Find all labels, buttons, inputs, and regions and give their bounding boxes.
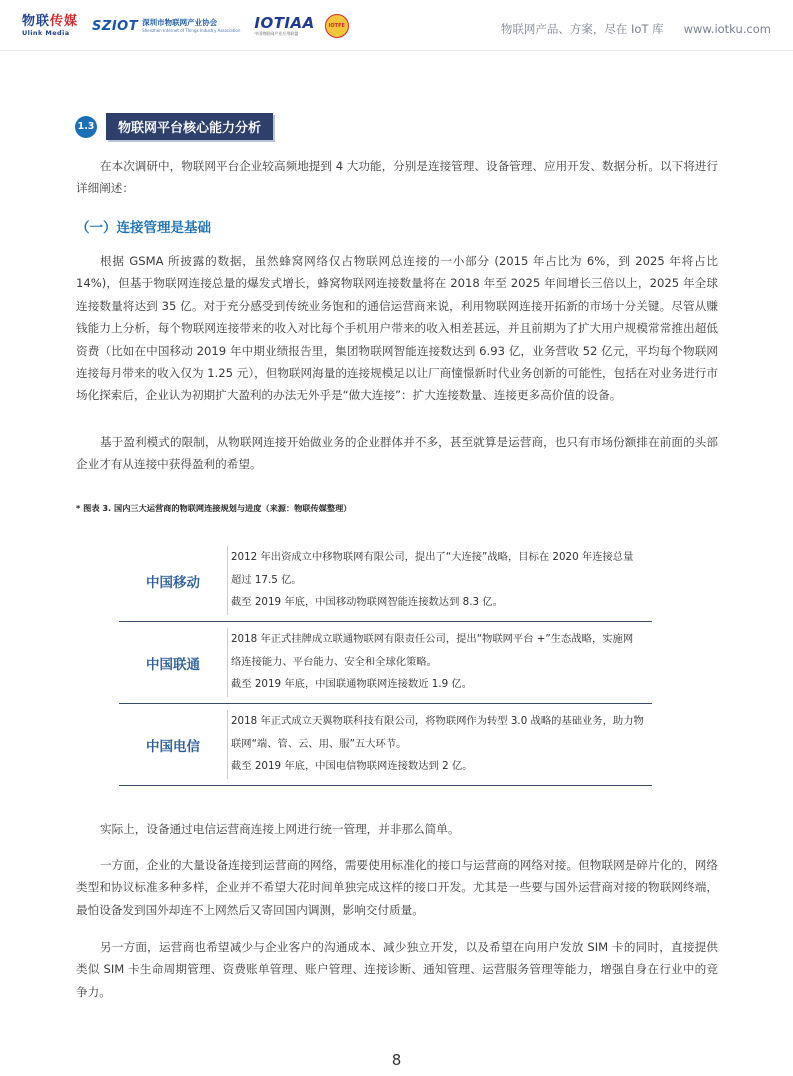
description-line: 截至 2019 年底，中国移动物联网智能连接数达到 8.3 亿。 <box>231 596 503 608</box>
body-paragraph-5: 另一方面，运营商也希望减少与企业客户的沟通成本、减少独立开发，以及希望在向用户发放 SIM 卡的同时，直接提供类似 SIM 卡生命周期管理、资费账单管理、账户管理、连接诊断、通知管理、运营服务管理等能力，增强自身在行业中的竞争力。 <box>76 940 718 999</box>
description-line: 2018 年正式成立天翼物联科技有限公司，将物联网作为转型 3.0 战略的基础业务，助力物 <box>231 715 644 727</box>
subsection-title: （一）连接管理是基础 <box>76 220 211 236</box>
section-number-badge: 1.3 <box>75 116 97 138</box>
iotiaa-logo-sub: 中国物联网产业应用联盟 <box>254 31 299 36</box>
section-title: 物联网平台核心能力分析 <box>106 113 273 140</box>
table-row <box>119 704 652 786</box>
iotiaa-logo-mark: IOTIAA <box>254 14 315 32</box>
page-number: 8 <box>391 1051 402 1069</box>
iotiaa-logo <box>254 16 314 36</box>
operator-description <box>227 710 656 778</box>
operator-name: 中国电信 <box>146 738 200 755</box>
page-header <box>0 0 793 52</box>
sziot-logo-en: Shenzhen Internet of Things Industry Association <box>142 27 241 33</box>
operator-name: 中国联通 <box>146 656 200 673</box>
description-line: 截至 2019 年底，中国联通物联网连接数近 1.9 亿。 <box>231 678 473 690</box>
partner-logos <box>22 12 349 40</box>
sziot-logo <box>92 19 240 34</box>
intro-paragraph: 在本次调研中，物联网平台企业较高频地提到 4 大功能，分别是连接管理、设备管理、应用开发、数据分析。以下将进行详细阐述： <box>76 159 718 196</box>
header-tagline <box>501 21 771 37</box>
ulink-logo-text-b: 传媒 <box>50 14 79 30</box>
header-website-link[interactable]: www.iotku.com <box>683 22 771 36</box>
body-paragraph-4: 一方面，企业的大量设备连接到运营商的网络，需要使用标准化的接口与运营商的网络对接。但物联网是碎片化的，网络类型和协议标准多种多样，企业并不希望大花时间单独完成这样的接口开发。尤其是一些要与国外运营商对接的物联网终端，最怕设备发到国外却连不上网然后又寄回国内调测，影响交付质量。 <box>76 858 718 917</box>
table-row <box>119 540 652 622</box>
figure-caption: * 图表 3. 国内三大运营商的物联网连接规划与进度（来源：物联传媒整理） <box>76 503 352 513</box>
section-heading <box>75 113 273 140</box>
body-paragraph-2: 基于盈利模式的限制，从物联网连接开始做业务的企业群体并不多，甚至就算是运营商，也只有市场份额排在前面的头部企业才有从连接中获得盈利的希望。 <box>76 435 718 472</box>
ulink-media-logo <box>22 15 78 37</box>
iotfe-logo <box>325 14 349 38</box>
table-row <box>119 622 652 704</box>
iotfe-logo-text: IOTFE <box>328 23 345 29</box>
body-paragraph-1: 根据 GSMA 所披露的数据，虽然蜂窝网络仅占物联网总连接的一小部分 (2015 年占比为 6%，到 2025 年将占比 14%)，但基于物联网连接总量的爆发式增长，蜂窝物联网连接数量将在 2018 年至 2025 年间增长三倍以上，2025 年全球连接数量将达到 35 亿。对于充分感受到传统业务饱和的通信运营商来说，利用物联网连接开拓新的市场十分关键。尽管从赚钱能力上分析，每个物联网连接带来的收入对比每个手机用户带来的收入相差甚远，并且前期为了扩大用户规模常常推出超低资费（比如在中国移动 2019 年中期业绩报告里，集团物联网智能连接数达到 6.93 亿，业务营收 52 亿元，平均每个物联网连接每月带来的收入仅为 1.25 元），但物联网海量的连接规模足以让厂商憧憬新时代业务创新的可能性，包括在对业务进行市场化探索后，企业认为初期扩大盈利的办法无外乎是“做大连接”：扩大连接数量、连接更多高价值的设备。 <box>76 254 718 403</box>
description-line: 2018 年正式挂牌成立联通物联网有限责任公司，提出“物联网平台 +”生态战略，实施网 <box>231 633 634 645</box>
body-paragraph-3: 实际上，设备通过电信运营商连接上网进行统一管理，并非那么简单。 <box>100 822 460 836</box>
description-line: 联网“端、管、云、用、服”五大环节。 <box>231 737 407 750</box>
sziot-logo-zh: 深圳市物联网产业协会 <box>142 18 218 28</box>
description-line: 截至 2019 年底，中国电信物联网连接数达到 2 亿。 <box>231 760 473 772</box>
description-line: 超过 17.5 亿。 <box>231 573 302 586</box>
header-divider <box>0 50 793 51</box>
sziot-logo-mark: SZIOT <box>92 18 139 34</box>
ulink-logo-en: Ulink Media <box>22 29 70 38</box>
operator-table <box>119 540 652 786</box>
operator-description <box>227 546 656 614</box>
header-slogan: 物联网产品、方案，尽在 IoT 库 <box>500 22 664 36</box>
operator-name: 中国移动 <box>146 574 200 591</box>
operator-description <box>227 628 656 696</box>
description-line: 络连接能力、平台能力、安全和全球化策略。 <box>231 655 437 668</box>
description-line: 2012 年出资成立中移物联网有限公司，提出了“大连接”战略，目标在 2020 年连接总量 <box>231 551 634 563</box>
ulink-logo-text-a: 物联 <box>22 14 51 30</box>
